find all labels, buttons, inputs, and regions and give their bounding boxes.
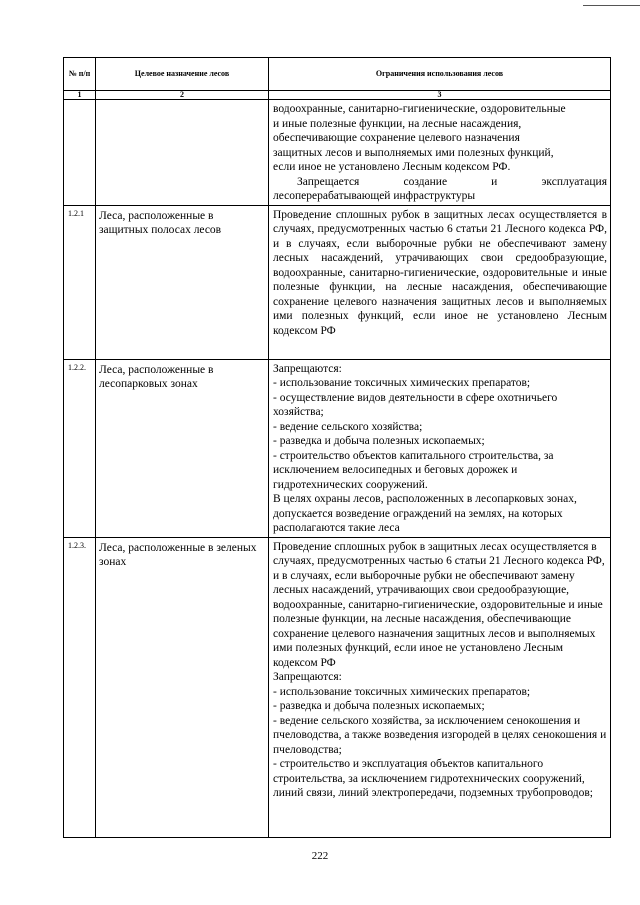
column-number: 1 [64, 91, 96, 100]
restriction-line: и иные полезные функции, на лесные насаждения, [273, 117, 522, 130]
column-number-row [64, 91, 611, 100]
header-number: № п/п [64, 58, 96, 91]
row-purpose: Леса, расположенные в защитных полосах лесов [96, 205, 269, 359]
purpose-cell [96, 100, 269, 206]
restriction-line: - ведение сельского хозяйства, за исключением сенокошения и пчеловодства, а также возведения изгородей в целях сенокошения и пчеловодства; [273, 714, 607, 756]
restriction-line: обеспечивающие сохранение целевого назначения [273, 132, 520, 144]
restriction-line: Запрещаются: [273, 362, 342, 375]
table-row-1-2-2 [64, 359, 611, 537]
row-purpose: Леса, расположенные в лесопарковых зонах [96, 359, 269, 537]
column-number: 2 [96, 91, 269, 100]
table-row-continuation [64, 100, 611, 206]
restriction-line: - ведение сельского хозяйства; [273, 420, 423, 433]
row-restrictions [269, 359, 611, 537]
top-edge-line [583, 5, 640, 6]
restriction-line: - осуществление видов деятельности в сфере охотничьего хозяйства; [273, 391, 558, 418]
restriction-line: водоохранные, санитарно-гигиенические, оздоровительные [273, 103, 566, 115]
page-number: 222 [311, 850, 329, 862]
restriction-line: - разведка и добыча полезных ископаемых; [273, 435, 485, 447]
restriction-line: В целях охраны лесов, расположенных в лесопарковых зонах, допускается возведение ограждений на землях, на которых располагаются такие леса [273, 493, 577, 534]
restrictions-cell [269, 100, 611, 206]
restriction-line: - использование токсичных химических препаратов; [273, 685, 531, 698]
restriction-line: Запрещаются: [273, 671, 342, 683]
row-restrictions: Проведение сплошных рубок в защитных лесах осуществляется в случаях, предусмотренных частью 6 статьи 21 Лесного кодекса РФ, и в случаях, если выборочные рубки не обеспечивают замену лесных насаждений, утрачивающих свои средообразующие, водоохранные, санитарно-гигиенические, оздоровительные и иные полезные функции, на лесные насаждения, обеспечивающие сохранение целевого назначения защитных лесов и выполняемых ими полезных функций, если иное не установлено Лесным кодексом РФ [269, 205, 611, 359]
restriction-paragraph: Проведение сплошных рубок в защитных лесах осуществляется в случаях, предусмотренных частью 6 статьи 21 Лесного кодекса РФ, и в случаях, если выборочные рубки не обеспечивают замену лесных насаждений, утрачивающих свои средообразующие, водоохранные, санитарно-гигиенические, оздоровительные и иные полезные функции, на лесные насаждения, обеспечивающие сохранение целевого назначения защитных лесов и выполняемых ими полезных функций, если иное не установлено Лесным кодексом РФ [273, 540, 605, 669]
row-code: 1.2.3. [64, 537, 96, 837]
restriction-line: - разведка и добыча полезных ископаемых; [273, 700, 485, 712]
column-number: 3 [269, 91, 611, 100]
header-purpose: Целевое назначение лесов [96, 58, 269, 91]
restriction-line: - строительство объектов капитального строительства, за исключением велосипедных и беговых дорожек и гидротехнических сооружений. [273, 449, 554, 491]
row-purpose: Леса, расположенные в зеленых зонах [96, 537, 269, 837]
restriction-line: - строительство и эксплуатация объектов капитального строительства, за исключением гидротехнических сооружений, линий связи, линий электропередачи, подземных трубопроводов; [273, 758, 594, 799]
restriction-line: - использование токсичных химических препаратов; [273, 377, 531, 389]
code-cell [64, 100, 96, 206]
row-code: 1.2.1 [64, 205, 96, 359]
restriction-line: если иное не установлено Лесным кодексом РФ. [273, 161, 511, 173]
restriction-line: Запрещается создание и эксплуатация [297, 175, 607, 188]
header-restrictions: Ограничения использования лесов [269, 58, 611, 91]
restriction-line: защитных лесов и выполняемых ими полезных функций, [273, 146, 554, 159]
row-code: 1.2.2. [64, 359, 96, 537]
row-restrictions [269, 537, 611, 837]
table-row-1-2-1 [64, 205, 611, 359]
restriction-line: лесоперерабатывающей инфраструктуры [273, 190, 476, 202]
forest-restrictions-table [63, 57, 611, 838]
table-row-1-2-3 [64, 537, 611, 837]
table-header-row [64, 58, 611, 91]
